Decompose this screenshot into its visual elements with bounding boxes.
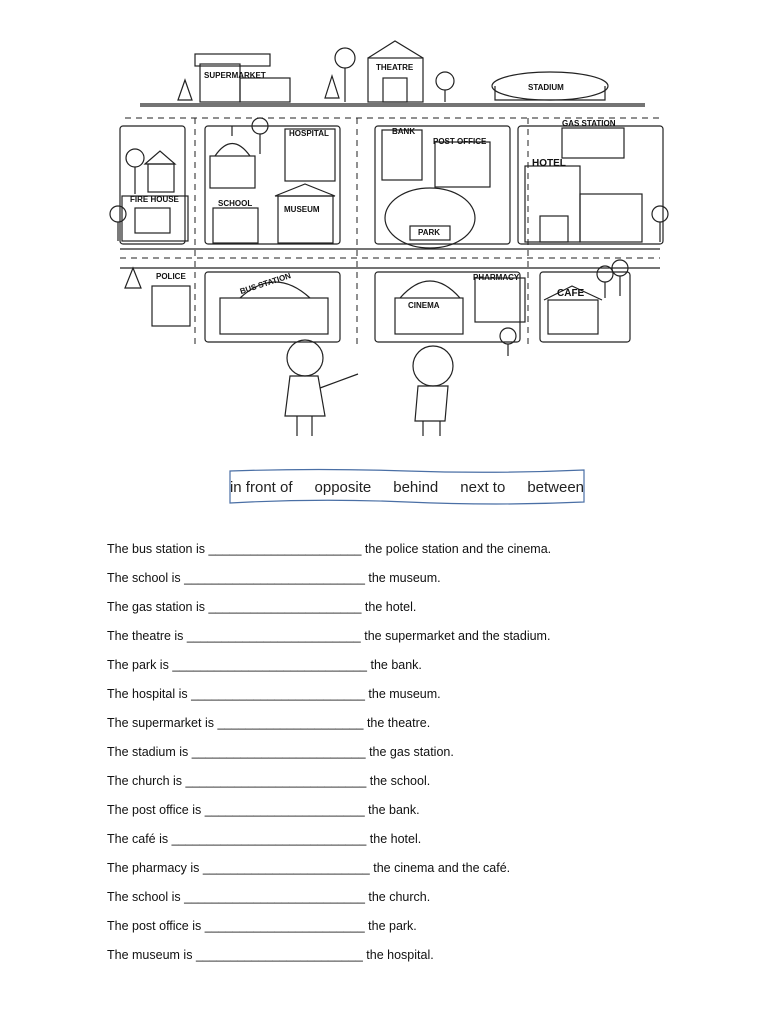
sentence-subject: The post office is xyxy=(107,803,202,817)
sentence-subject: The supermarket is xyxy=(107,716,214,730)
label-pharmacy: PHARMACY xyxy=(473,273,520,282)
answer-blank[interactable]: _______________________ xyxy=(204,919,365,933)
sentence-subject: The stadium is xyxy=(107,745,189,759)
answer-blank[interactable]: _________________________ xyxy=(191,687,365,701)
label-stadium: STADIUM xyxy=(528,83,564,92)
sentence-rest: the museum. xyxy=(368,571,441,585)
label-bank: BANK xyxy=(392,127,416,136)
sentence-subject: The café is xyxy=(107,832,169,846)
label-museum: MUSEUM xyxy=(284,205,320,214)
label-park: PARK xyxy=(418,228,441,237)
sentence-subject: The post office is xyxy=(107,919,202,933)
answer-blank[interactable]: _______________________ xyxy=(204,803,365,817)
answer-blank[interactable]: _____________________ xyxy=(217,716,364,730)
answer-blank[interactable]: ______________________ xyxy=(208,600,362,614)
answer-blank[interactable]: ____________________________ xyxy=(172,658,367,672)
sentence-subject: The bus station is xyxy=(107,542,205,556)
sentence-rest: the hotel. xyxy=(369,832,422,846)
label-police: POLICE xyxy=(156,272,186,281)
label-hotel: HOTEL xyxy=(532,158,566,169)
town-map-svg xyxy=(100,36,680,446)
sentence-rest: the police station and the cinema. xyxy=(364,542,552,556)
answer-blank[interactable]: ______________________ xyxy=(208,542,362,556)
sentence-rest: the park. xyxy=(368,919,417,933)
sentence-rest: the supermarket and the stadium. xyxy=(364,629,551,643)
sentence-14 xyxy=(107,915,727,944)
answer-blank[interactable]: __________________________ xyxy=(184,571,365,585)
label-cinema: CINEMA xyxy=(408,301,440,310)
sentence-rest: the bank. xyxy=(368,803,420,817)
sentence-subject: The school is xyxy=(107,890,181,904)
sentence-1 xyxy=(107,538,727,567)
sentence-8 xyxy=(107,741,727,770)
sentence-subject: The park is xyxy=(107,658,169,672)
label-hospital: HOSPITAL xyxy=(289,129,329,138)
sentence-2 xyxy=(107,567,727,596)
word-in-front-of: in front of xyxy=(229,478,293,496)
sentence-11 xyxy=(107,828,727,857)
sentence-rest: the church. xyxy=(368,890,431,904)
label-bus-station: BUS STATION xyxy=(238,271,293,297)
sentence-subject: The school is xyxy=(107,571,181,585)
word-next-to: next to xyxy=(460,478,506,496)
sentence-rest: the gas station. xyxy=(369,745,454,759)
sentence-rest: the hospital. xyxy=(366,948,434,962)
word-between: between xyxy=(527,478,585,496)
sentence-12 xyxy=(107,857,727,886)
sentence-subject: The theatre is xyxy=(107,629,184,643)
label-theatre: THEATRE xyxy=(376,63,414,72)
sentence-9 xyxy=(107,770,727,799)
sentence-7 xyxy=(107,712,727,741)
label-cafe: CAFE xyxy=(557,288,585,299)
answer-blank[interactable]: __________________________ xyxy=(185,774,367,788)
sentence-rest: the hotel. xyxy=(364,600,417,614)
answer-blank[interactable]: ________________________ xyxy=(202,861,370,875)
sentence-subject: The museum is xyxy=(107,948,193,962)
word-behind: behind xyxy=(393,478,439,496)
sentence-10 xyxy=(107,799,727,828)
label-supermarket: SUPERMARKET xyxy=(204,71,266,80)
label-school: SCHOOL xyxy=(218,199,253,208)
sentence-4 xyxy=(107,625,727,654)
sentence-rest: the bank. xyxy=(370,658,422,672)
label-fire-house: FIRE HOUSE xyxy=(130,195,179,204)
answer-blank[interactable]: _________________________ xyxy=(186,629,361,643)
sentence-subject: The church is xyxy=(107,774,183,788)
sentence-15 xyxy=(107,944,727,973)
sentence-5 xyxy=(107,654,727,683)
sentence-rest: the school. xyxy=(369,774,431,788)
answer-blank[interactable]: _________________________ xyxy=(191,745,366,759)
sentence-6 xyxy=(107,683,727,712)
word-bank-row xyxy=(229,468,585,506)
sentence-13 xyxy=(107,886,727,915)
word-bank-box xyxy=(229,468,585,506)
sentence-3 xyxy=(107,596,727,625)
town-map-illustration xyxy=(100,36,680,446)
answer-blank[interactable]: ____________________________ xyxy=(171,832,367,846)
sentence-rest: the cinema and the café. xyxy=(373,861,511,875)
sentence-rest: the theatre. xyxy=(366,716,431,730)
label-post-office: POST OFFICE xyxy=(433,137,487,146)
answer-blank[interactable]: ________________________ xyxy=(195,948,363,962)
sentence-rest: the museum. xyxy=(368,687,441,701)
answer-blank[interactable]: __________________________ xyxy=(184,890,365,904)
word-opposite: opposite xyxy=(314,478,372,496)
sentence-subject: The pharmacy is xyxy=(107,861,200,875)
sentence-subject: The hospital is xyxy=(107,687,188,701)
exercise-list xyxy=(107,538,727,973)
label-gas-station: GAS STATION xyxy=(562,119,616,128)
sentence-subject: The gas station is xyxy=(107,600,205,614)
